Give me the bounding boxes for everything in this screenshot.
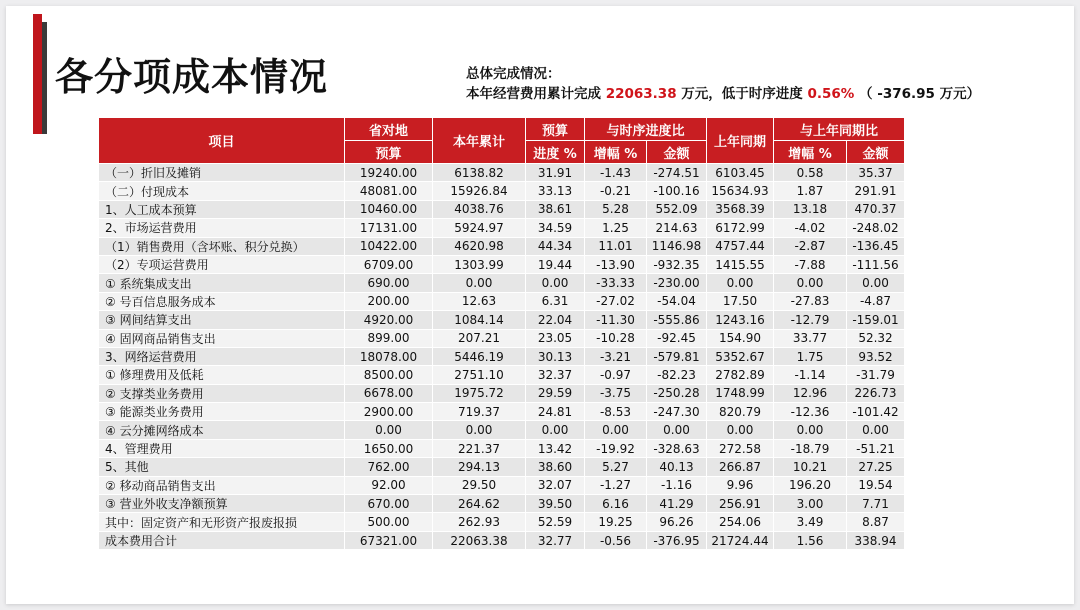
cell-value: 33.77 (774, 329, 847, 347)
header-province-budget: 预算 (345, 141, 433, 164)
cell-value: 552.09 (647, 200, 707, 218)
cell-value: 5.28 (585, 200, 647, 218)
header-vs-progress: 与时序进度比 (585, 118, 707, 141)
cell-value: 52.32 (847, 329, 905, 347)
cell-value: 5446.19 (433, 347, 526, 365)
cell-value: 1415.55 (707, 255, 774, 273)
cell-value: -579.81 (647, 347, 707, 365)
cell-value: 6678.00 (345, 384, 433, 402)
header-ly-increase: 增幅 % (774, 141, 847, 164)
cell-value: 41.29 (647, 495, 707, 513)
cell-value: 256.91 (707, 495, 774, 513)
row-label: 2、市场运营费用 (99, 219, 345, 237)
cell-value: -1.14 (774, 366, 847, 384)
cell-value: 0.00 (774, 421, 847, 439)
cell-value: 10.21 (774, 458, 847, 476)
row-label: 4、管理费用 (99, 439, 345, 457)
table-row (99, 403, 905, 421)
cell-value: 291.91 (847, 182, 905, 200)
summary-box (466, 64, 1026, 104)
table-row (99, 292, 905, 310)
cell-value: 6138.82 (433, 164, 526, 182)
cell-value: -2.87 (774, 237, 847, 255)
cell-value: 0.00 (847, 274, 905, 292)
cell-value: 820.79 (707, 403, 774, 421)
summary-middle: 万元，低于时序进度 (681, 86, 803, 102)
cell-value: 9.96 (707, 476, 774, 494)
cell-value: -1.43 (585, 164, 647, 182)
cell-value: 4038.76 (433, 200, 526, 218)
header-row-1 (99, 118, 905, 141)
cell-value: -19.92 (585, 439, 647, 457)
cell-value: 207.21 (433, 329, 526, 347)
cell-value: -328.63 (647, 439, 707, 457)
cell-value: -247.30 (647, 403, 707, 421)
row-label: （1）销售费用（含坏账、积分兑换） (99, 237, 345, 255)
cell-value: 1748.99 (707, 384, 774, 402)
cell-value: -376.95 (647, 531, 707, 549)
cell-value: 3568.39 (707, 200, 774, 218)
cell-value: 34.59 (526, 219, 585, 237)
cell-value: 92.00 (345, 476, 433, 494)
cell-value: -54.04 (647, 292, 707, 310)
row-label: ③ 营业外收支净额预算 (99, 495, 345, 513)
cell-value: -100.16 (647, 182, 707, 200)
summary-line (466, 84, 1026, 104)
table-row (99, 421, 905, 439)
cell-value: 30.13 (526, 347, 585, 365)
header-ytd: 本年累计 (433, 118, 526, 164)
cell-value: -101.42 (847, 403, 905, 421)
cell-value: 1084.14 (433, 311, 526, 329)
cell-value: 500.00 (345, 513, 433, 531)
table-row (99, 384, 905, 402)
cell-value: 670.00 (345, 495, 433, 513)
cell-value: 8.87 (847, 513, 905, 531)
row-label: ② 移动商品销售支出 (99, 476, 345, 494)
cell-value: 18078.00 (345, 347, 433, 365)
cell-value: -555.86 (647, 311, 707, 329)
cell-value: 264.62 (433, 495, 526, 513)
cell-value: -1.27 (585, 476, 647, 494)
table-row (99, 219, 905, 237)
table-row (99, 311, 905, 329)
cell-value: 40.13 (647, 458, 707, 476)
cell-value: 32.37 (526, 366, 585, 384)
cell-value: 2900.00 (345, 403, 433, 421)
row-label: ③ 能源类业务费用 (99, 403, 345, 421)
table-row (99, 274, 905, 292)
table-row (99, 458, 905, 476)
cell-value: 0.00 (647, 421, 707, 439)
cell-value: 2751.10 (433, 366, 526, 384)
header-progress-increase: 增幅 % (585, 141, 647, 164)
cell-value: -33.33 (585, 274, 647, 292)
table-row (99, 182, 905, 200)
table-row (99, 366, 905, 384)
cell-value: -1.16 (647, 476, 707, 494)
cell-value: 1146.98 (647, 237, 707, 255)
cell-value: 44.34 (526, 237, 585, 255)
cell-value: 690.00 (345, 274, 433, 292)
cell-value: 719.37 (433, 403, 526, 421)
cell-value: 1.56 (774, 531, 847, 549)
cell-value: -8.53 (585, 403, 647, 421)
progress-gap: 0.56% (807, 86, 855, 102)
cell-value: 294.13 (433, 458, 526, 476)
cell-value: 1303.99 (433, 255, 526, 273)
cumulative-amount: 22063.38 (605, 86, 677, 102)
row-label: ③ 网间结算支出 (99, 311, 345, 329)
cell-value: -92.45 (647, 329, 707, 347)
cell-value: 38.61 (526, 200, 585, 218)
header-budget: 预算 (526, 118, 585, 141)
cell-value: 17131.00 (345, 219, 433, 237)
cell-value: 338.94 (847, 531, 905, 549)
header-ly-amount: 金额 (847, 141, 905, 164)
row-label: （二）付现成本 (99, 182, 345, 200)
cell-value: 899.00 (345, 329, 433, 347)
cell-value: -932.35 (647, 255, 707, 273)
cell-value: 10460.00 (345, 200, 433, 218)
cell-value: 6103.45 (707, 164, 774, 182)
cell-value: 470.37 (847, 200, 905, 218)
cell-value: -230.00 (647, 274, 707, 292)
row-label: （一）折旧及摊销 (99, 164, 345, 182)
row-label: ① 系统集成支出 (99, 274, 345, 292)
cell-value: 254.06 (707, 513, 774, 531)
table-row (99, 495, 905, 513)
cell-value: -0.56 (585, 531, 647, 549)
cell-value: -111.56 (847, 255, 905, 273)
cell-value: 0.00 (707, 421, 774, 439)
cell-value: 19.25 (585, 513, 647, 531)
cell-value: 2782.89 (707, 366, 774, 384)
row-label: 3、网络运营费用 (99, 347, 345, 365)
cell-value: 27.25 (847, 458, 905, 476)
cell-value: 266.87 (707, 458, 774, 476)
header-progress-amount: 金额 (647, 141, 707, 164)
cell-value: 4620.98 (433, 237, 526, 255)
row-label: ① 修理费用及低耗 (99, 366, 345, 384)
cell-value: 1.25 (585, 219, 647, 237)
cell-value: 1975.72 (433, 384, 526, 402)
cell-value: 29.59 (526, 384, 585, 402)
cell-value: 226.73 (847, 384, 905, 402)
cell-value: 22.04 (526, 311, 585, 329)
cell-value: 19.44 (526, 255, 585, 273)
cell-value: -4.02 (774, 219, 847, 237)
title-accent-shadow (42, 22, 47, 134)
cell-value: 67321.00 (345, 531, 433, 549)
cell-value: 21724.44 (707, 531, 774, 549)
table-row (99, 237, 905, 255)
row-label: 其中：固定资产和无形资产报废报损 (99, 513, 345, 531)
cell-value: 38.60 (526, 458, 585, 476)
cell-value: -4.87 (847, 292, 905, 310)
cell-value: 13.42 (526, 439, 585, 457)
cell-value: 272.58 (707, 439, 774, 457)
cell-value: 0.00 (707, 274, 774, 292)
cell-value: 0.00 (847, 421, 905, 439)
cell-value: 19240.00 (345, 164, 433, 182)
cell-value: 52.59 (526, 513, 585, 531)
cell-value: -27.02 (585, 292, 647, 310)
cell-value: 0.00 (526, 421, 585, 439)
table-body (99, 164, 905, 550)
cell-value: -0.97 (585, 366, 647, 384)
cell-value: 5.27 (585, 458, 647, 476)
cell-value: -136.45 (847, 237, 905, 255)
cell-value: -12.36 (774, 403, 847, 421)
cell-value: 24.81 (526, 403, 585, 421)
table-row (99, 347, 905, 365)
cell-value: -3.75 (585, 384, 647, 402)
cell-value: 32.77 (526, 531, 585, 549)
cell-value: -3.21 (585, 347, 647, 365)
cell-value: 19.54 (847, 476, 905, 494)
cell-value: -0.21 (585, 182, 647, 200)
cell-value: 8500.00 (345, 366, 433, 384)
table-row (99, 164, 905, 182)
cell-value: -82.23 (647, 366, 707, 384)
cell-value: -159.01 (847, 311, 905, 329)
cell-value: 0.00 (433, 274, 526, 292)
cell-value: 23.05 (526, 329, 585, 347)
header-budget-progress: 进度 % (526, 141, 585, 164)
cell-value: 0.00 (345, 421, 433, 439)
cell-value: 33.13 (526, 182, 585, 200)
cell-value: 4920.00 (345, 311, 433, 329)
cell-value: 5352.67 (707, 347, 774, 365)
cell-value: 6.31 (526, 292, 585, 310)
cell-value: -10.28 (585, 329, 647, 347)
cell-value: 214.63 (647, 219, 707, 237)
cell-value: 4757.44 (707, 237, 774, 255)
table-row (99, 329, 905, 347)
table-row (99, 513, 905, 531)
header-last-year: 上年同期 (707, 118, 774, 164)
row-label: 1、人工成本预算 (99, 200, 345, 218)
summary-suffix: （ -376.95 万元） (859, 86, 981, 102)
table-row (99, 200, 905, 218)
cell-value: -7.88 (774, 255, 847, 273)
cell-value: 15634.93 (707, 182, 774, 200)
cell-value: 15926.84 (433, 182, 526, 200)
cell-value: 32.07 (526, 476, 585, 494)
row-label: 5、其他 (99, 458, 345, 476)
cell-value: 10422.00 (345, 237, 433, 255)
cell-value: 262.93 (433, 513, 526, 531)
cell-value: 1243.16 (707, 311, 774, 329)
row-label: ② 号百信息服务成本 (99, 292, 345, 310)
cell-value: 3.00 (774, 495, 847, 513)
cell-value: 12.96 (774, 384, 847, 402)
cell-value: 762.00 (345, 458, 433, 476)
cell-value: 12.63 (433, 292, 526, 310)
row-label: ④ 固网商品销售支出 (99, 329, 345, 347)
cell-value: 0.00 (526, 274, 585, 292)
cell-value: 0.58 (774, 164, 847, 182)
row-label: （2）专项运营费用 (99, 255, 345, 273)
cell-value: 11.01 (585, 237, 647, 255)
cell-value: 3.49 (774, 513, 847, 531)
cell-value: 13.18 (774, 200, 847, 218)
cell-value: -274.51 (647, 164, 707, 182)
cell-value: 96.26 (647, 513, 707, 531)
table-row (99, 476, 905, 494)
cost-table (98, 117, 905, 550)
cell-value: -27.83 (774, 292, 847, 310)
cell-value: 221.37 (433, 439, 526, 457)
cell-value: 39.50 (526, 495, 585, 513)
cell-value: 5924.97 (433, 219, 526, 237)
summary-prefix: 本年经营费用累计完成 (466, 86, 601, 102)
cell-value: -250.28 (647, 384, 707, 402)
table-row (99, 439, 905, 457)
summary-heading: 总体完成情况： (466, 66, 561, 82)
cell-value: 6172.99 (707, 219, 774, 237)
cell-value: 0.00 (433, 421, 526, 439)
cell-value: 48081.00 (345, 182, 433, 200)
header-item: 项目 (99, 118, 345, 164)
cell-value: 1650.00 (345, 439, 433, 457)
header-province: 省对地 (345, 118, 433, 141)
cell-value: 93.52 (847, 347, 905, 365)
cell-value: -248.02 (847, 219, 905, 237)
row-label: ④ 云分摊网络成本 (99, 421, 345, 439)
cell-value: -12.79 (774, 311, 847, 329)
cell-value: 29.50 (433, 476, 526, 494)
cell-value: 1.75 (774, 347, 847, 365)
slide (6, 6, 1074, 604)
cell-value: 35.37 (847, 164, 905, 182)
cell-value: 17.50 (707, 292, 774, 310)
cell-value: -51.21 (847, 439, 905, 457)
cell-value: 6709.00 (345, 255, 433, 273)
title-accent-bar (33, 14, 42, 134)
cell-value: 22063.38 (433, 531, 526, 549)
row-label: 成本费用合计 (99, 531, 345, 549)
cell-value: 196.20 (774, 476, 847, 494)
page-title: 各分项成本情况 (55, 55, 329, 99)
table-row (99, 255, 905, 273)
cell-value: -11.30 (585, 311, 647, 329)
cell-value: -31.79 (847, 366, 905, 384)
cell-value: 1.87 (774, 182, 847, 200)
table-row (99, 531, 905, 549)
cell-value: 0.00 (585, 421, 647, 439)
cell-value: 200.00 (345, 292, 433, 310)
cell-value: -18.79 (774, 439, 847, 457)
header-vs-last-year: 与上年同期比 (774, 118, 905, 141)
cell-value: 6.16 (585, 495, 647, 513)
cell-value: 154.90 (707, 329, 774, 347)
cell-value: 0.00 (774, 274, 847, 292)
cell-value: -13.90 (585, 255, 647, 273)
row-label: ② 支撑类业务费用 (99, 384, 345, 402)
cell-value: 31.91 (526, 164, 585, 182)
cell-value: 7.71 (847, 495, 905, 513)
